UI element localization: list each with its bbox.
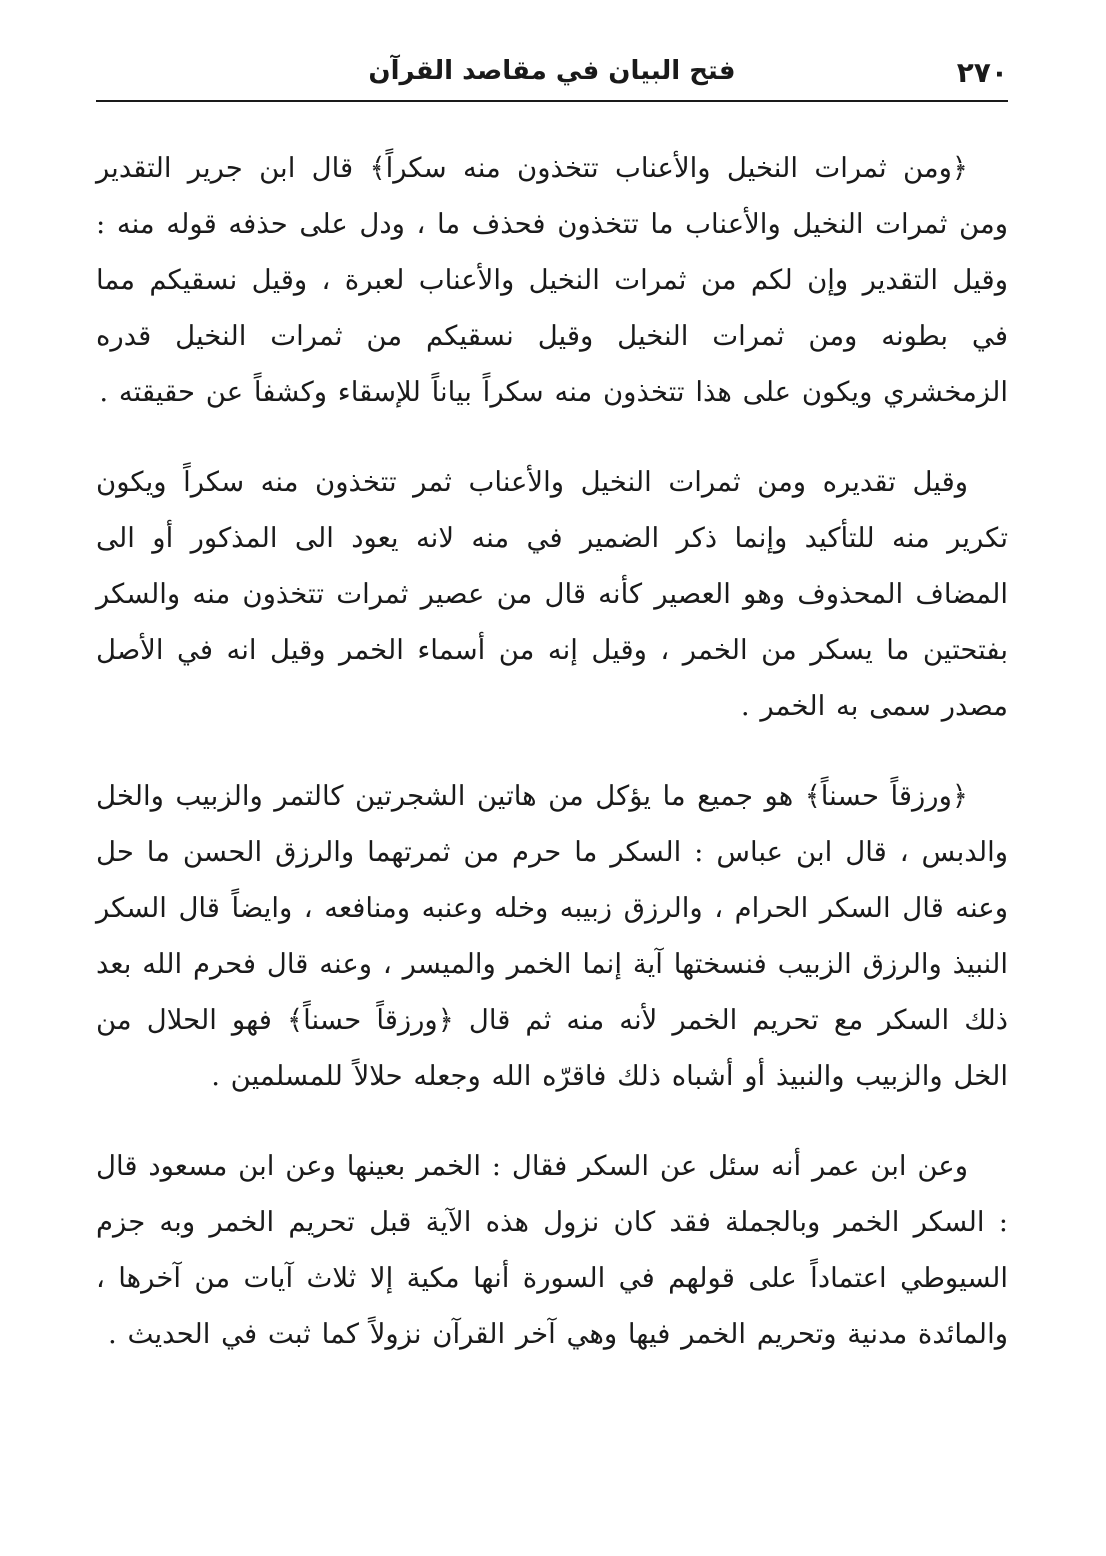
paragraph-4: وعن ابن عمر أنه سئل عن السكر فقال : الخمر بعينها وعن ابن مسعود قال : السكر الخمر وبالجملة فقد كان نزول هذه الآية قبل تحريم الخمر وبه جزم السيوطي اعتماداً على قولهم في السورة أنها مكية إلا ثلاث آيات من آخرها ، والمائدة مدنية وتحريم الخمر فيها وهي آخر القرآن نزولاً كما ثبت في الحديث . <box>96 1150 1008 1350</box>
paragraph-3: ﴿ورزقاً حسناً﴾ هو جميع ما يؤكل من هاتين الشجرتين كالتمر والزبيب والخل والدبس ، قال ابن عباس : السكر ما حرم من ثمرتهما والرزق الحسن ما حل وعنه قال السكر الحرام ، والرزق زبيبه وخله وعنبه ومنافعه ، وايضاً قال السكر النبيذ والرزق الزبيب فنسختها آية إنما الخمر والميسر ، وعنه قال فحرم الله بعد ذلك السكر مع تحريم الخمر لأنه منه ثم قال ﴿ورزقاً حسناً﴾ فهو الحلال من الخل والزبيب والنبيذ أو أشباه ذلك فاقرّه الله وجعله حلالاً للمسلمين . <box>96 780 1008 1092</box>
paragraph-2: وقيل تقديره ومن ثمرات النخيل والأعناب ثمر تتخذون منه سكراً ويكون تكرير منه للتأكيد وإنما ذكر الضمير في منه لانه يعود الى المذكور أو الى المضاف المحذوف وهو العصير كأنه قال من عصير ثمرات تتخذون منه والسكر بفتحتين ما يسكر من الخمر ، وقيل إنه من أسماء الخمر وقيل انه في الأصل مصدر سمى به الخمر . <box>96 466 1008 722</box>
running-title: فتح البيان في مقاصد القرآن <box>368 56 736 86</box>
paragraph-1: ﴿ومن ثمرات النخيل والأعناب تتخذون منه سكراً﴾ قال ابن جرير التقدير ومن ثمرات النخيل والأعناب ما تتخذون فحذف ما ، ودل على حذفه قوله منه : وقيل التقدير وإن لكم من ثمرات النخيل والأعناب لعبرة ، وقيل نسقيكم مما في بطونه ومن ثمرات النخيل وقيل نسقيكم من ثمرات النخيل قدره الزمخشري ويكون على هذا تتخذون منه سكراً بياناً للإسقاء وكشفاً عن حقيقته . <box>96 152 1008 408</box>
page-header <box>96 52 1008 96</box>
header-rule <box>96 100 1008 102</box>
page-number: ٢٧٠ <box>956 56 1008 89</box>
page-body <box>96 140 1008 1362</box>
